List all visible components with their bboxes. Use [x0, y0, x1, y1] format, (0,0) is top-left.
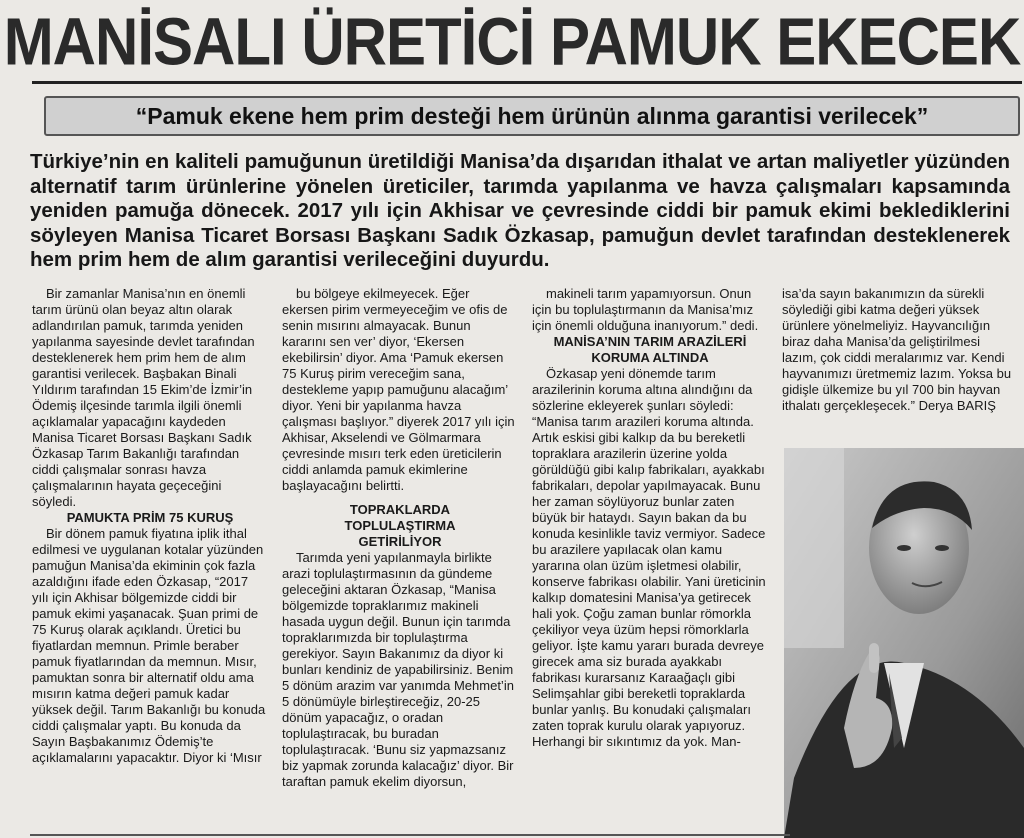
section-heading: PAMUKTA PRİM 75 KURUŞ	[66, 510, 234, 525]
column-paragraph: Bir zamanlar Manisa’nın en önemli tarım ürünü olan beyaz altın olarak adlandırılan pamuk, tarımda yeniden yapılanma sayesinde devlet tarafından desteklenerek hem prim hem de alım garantisi verilecek. Başbakan Binali Yıldırım tarafından 15 Ekim’de İzmir’in Ödemiş ilçesinde tarımla ilgili önemli açıklamalar yapacağını kaydeden Manisa Ticaret Borsası Başkanı Sadık Özkasap Tarım Bakanlığı tarafından ciddi çalışmalar sonrası havza çalışmalarının hayata geçeceğini söyledi.	[32, 286, 255, 509]
column-paragraph: Bir dönem pamuk fiyatına iplik ithal edilmesi ve uygulanan kotalar yüzünden pamuğun Manisa’da ekiminin çok fazla azaldığını ifade eden Özkasap, “2017 yılı için Akhisar bölgemizde ciddi bir pamuk ekimi yaşanacak. Şuan primi de 75 Kuruş olarak açıklandı. Üretici bu fiyatlardan memnun. Primle beraber pamuk fiyatlarından da memnun. Mısır, pamuktan sonra bir alternatif oldu ama mısırın katma değeri pamuk kadar yüksek değil. Tarım Bakanlığı bu konuda ciddi çalışmalar yaptı. Bu konuda da Sayın Başbakanımız Ödemiş’te açıklamalarını yapacaktır. Diyor ki ‘Mısır	[32, 526, 266, 765]
article-column-2	[282, 286, 518, 790]
column-paragraph: Tarımda yeni yapılanmayla birlikte arazi toplulaştırmasının da gündeme geleceğini aktaran Özkasap, “Manisa bölgemizde topraklarımız makineli hasada uygun değil. Bunun için tarımda topraklarımızda bir toplulaştırma gerekiyor. Sayın Bakanımız da diyor ki bunları kendiniz de yapabilirsiniz. Benim 5 dönüm arazim var yanımda Mehmet’in 5 dönümüyle birleştireceğiz, 20-25 dönüm yapacağız, o oradan toplulaştıracak, bu buradan toplulaştıracak. ‘Bunu siz yapmazsanız biz yapmak zorunda kalacağız’ diyor. Bir taraftan pamuk ekelim diyorsun,	[282, 550, 514, 789]
subheadline: “Pamuk ekene hem prim desteği hem ürünün alınma garantisi verilecek”	[135, 103, 929, 129]
footer-rule	[30, 834, 790, 836]
article-column-4	[782, 286, 1014, 414]
article-column-3	[532, 286, 768, 750]
column-paragraph: makineli tarım yapamıyorsun. Onun için bu toplulaştırmanın da Manisa’mız için önemli olduğuna inanıyorum.” dedi.	[532, 286, 759, 333]
subheadline-banner	[44, 96, 1020, 136]
lead-paragraph: Türkiye’nin en kaliteli pamuğunun üretildiği Manisa’da dışarıdan ithalat ve artan maliyetler yüzünden alternatif tarım ürünlerine yönelen üreticiler, tarımda yapılanma ve havza çalışmaları kapsamında yeniden pamuğa dönecek. 2017 yılı için Akhisar ve çevresinde ciddi bir pamuk ekimi beklediklerini söyleyen Manisa Ticaret Borsası Başkanı Sadık Özkasap, pamuğun devlet tarafından desteklenerek hem prim hem de alım garantisi verileceğini duyurdu.	[30, 150, 1010, 271]
section-heading: TOPRAKLARDA TOPLULAŞTIRMA GETİRİLİYOR	[344, 502, 456, 549]
headline: MANİSALI ÜRETİCİ PAMUK EKECEK	[3, 3, 1021, 79]
portrait-photo	[784, 448, 1024, 838]
headline-rule	[32, 81, 1022, 84]
column-paragraph: Özkasap yeni dönemde tarım arazilerinin koruma altına alındığını da sözlerine ekleyerek şunları söyledi: “Manisa tarım arazileri koruma altında. Artık eskisi gibi kalkıp da bu bereketli topraklara arazilerin üzerine yolda görüldüğü gibi kalıp fabrikaları, ayakkabı fabrikaları, depolar yapılmayacak. Bunu her zaman söylüyoruz bunlar zaten büyük bir hataydı. Sayın bakan da bu konuda kesinlikle taviz vermiyor. Sadece bu arazilere yapılacak olan kamu yararına olan üzüm işletmesi olabilir, konserve fabrikası olabilir. Yani üreticinin kalkıp domatesini Manisa’ya getirecek hali yok. Çoğu zaman bunlar römorkla çekiliyor veya üzüm hepsi römorklarla geliyor. İşte kamu yararı burada devreye girecek ama siz burada ayakkabı fabrikası kurarsanız Karaağaçlı gibi Selimşahlar gibi bereketli topraklarda bunlar yanlış. Bu konudaki çalışmaları zaten toprak kurulu olarak yapıyoruz. Herhangi bir sıkıntımız da yok. Man-	[532, 366, 766, 749]
article-column-1	[32, 286, 268, 766]
portrait-illustration	[784, 448, 1024, 838]
section-heading: MANİSA’NIN TARIM ARAZİLERİ KORUMA ALTINDA	[553, 334, 747, 365]
column-paragraph: bu bölgeye ekilmeyecek. Eğer ekersen pirim vermeyeceğim ve ofis de senin mısırını almayacak. Bunun kararını sen ver’ diyor, ‘Ekersen ekebilirsin’ diyor. Ama ‘Pamuk ekersen 75 Kuruş pirim vereceğim sana, destekleme yapıp pamuğunu alacağım’ diyor. Yeni bir yapılanma havza çalışması başlıyor.” diyerek 2017 yılı için Akhisar, Akselendi ve Gölmarmara çevresinde mısırı terk eden üreticilerin ciddi anlamda pamuk ekimlerine başlayacağını belirtti.	[282, 286, 515, 493]
column-paragraph: isa’da sayın bakanımızın da sürekli söylediği gibi katma değeri yüksek ürünlere yönelmeliyiz. Hayvancılığın biraz daha Manisa’da geliştirilmesi lazım, çok ciddi meralarımız var. Kendi hayvanımızı üretmemiz lazım. Yoksa bu gidişle ülkemize bu yıl 700 bin hayvan ithalatı gerçekleşecek.” Derya BARIŞ	[782, 286, 1012, 413]
